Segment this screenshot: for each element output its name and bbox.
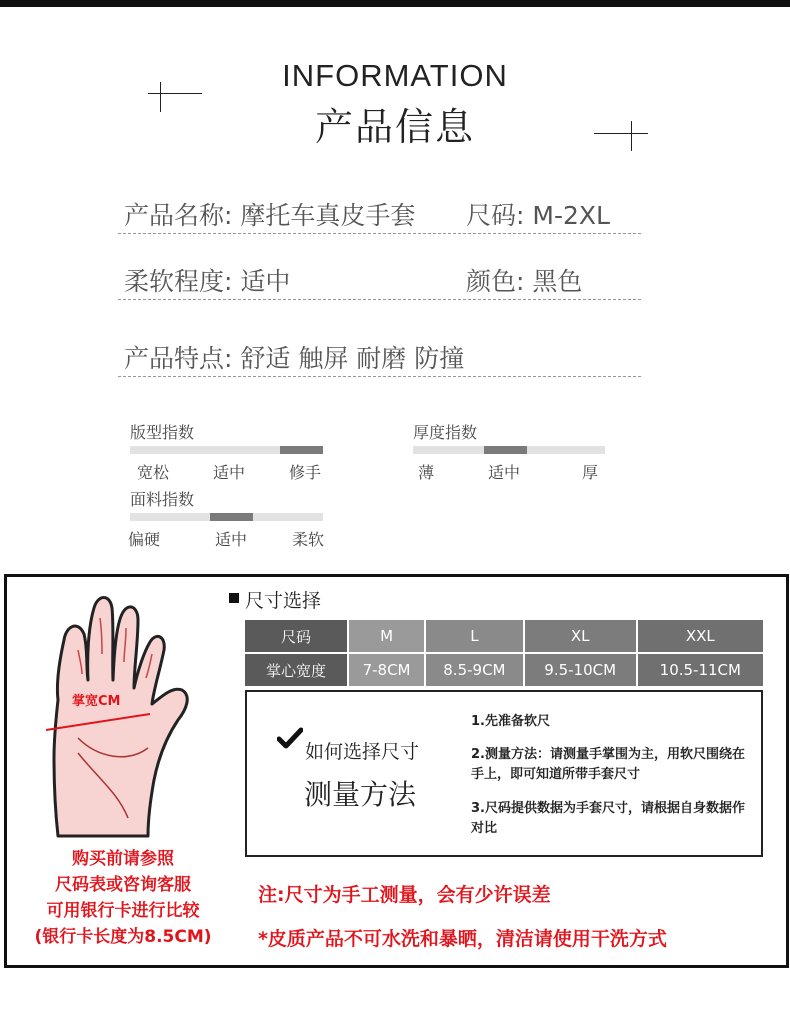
fabric-option-3: 柔软 (292, 530, 325, 549)
palm-width-label: 掌宽CM (72, 694, 121, 709)
thickness-index-label: 厚度指数 (413, 423, 478, 442)
fit-index-label: 版型指数 (130, 423, 195, 442)
size-header-l: L (426, 620, 523, 652)
measure-title: 测量方法 (304, 778, 417, 811)
fabric-index-label: 面料指数 (130, 490, 195, 509)
size-header-xxl: XXL (638, 620, 763, 652)
fit-index-marker (280, 446, 323, 454)
divider-3 (118, 376, 641, 377)
fit-option-3: 修手 (289, 463, 322, 482)
fit-option-1: 宽松 (137, 463, 170, 482)
notice-left-3: 可用银行卡进行比较 (46, 901, 200, 921)
title-english: INFORMATION (282, 58, 508, 93)
measure-step-2: 2.测量方法：请测量手掌围为主，用软尺围绕在手上，即可知道所带手套尺寸 (471, 747, 745, 782)
fabric-option-2: 适中 (215, 530, 248, 549)
fabric-option-1: 偏硬 (128, 530, 161, 549)
divider-2 (118, 299, 641, 300)
thickness-index-marker (484, 446, 527, 454)
fabric-index-marker (210, 513, 253, 521)
notice-left-2: 尺码表或咨询客服 (55, 875, 191, 895)
thickness-option-1: 薄 (418, 463, 435, 482)
notice-left-4: (银行卡长度为8.5CM) (34, 927, 212, 947)
measure-step-1: 1.先准备软尺 (471, 714, 550, 729)
size-row-xxl: 10.5-11CM (638, 654, 763, 686)
size-header-m: M (349, 620, 424, 652)
product-name: 产品名称: 摩托车真皮手套 (124, 201, 416, 230)
hand-icon (38, 588, 198, 838)
measure-prompt: 如何选择尺寸 (305, 741, 420, 763)
size-header-label: 尺码 (245, 620, 347, 652)
thickness-option-2: 适中 (488, 463, 521, 482)
product-softness: 柔软程度: 适中 (124, 267, 291, 296)
size-title: 尺寸选择 (245, 590, 322, 612)
title-chinese: 产品信息 (314, 105, 475, 149)
checkmark-icon (277, 727, 303, 749)
notice-right-1: 注:尺寸为手工测量，会有少许误差 (258, 884, 551, 906)
top-bar (0, 0, 790, 7)
divider-1 (118, 233, 641, 234)
product-features: 产品特点: 舒适 触屏 耐磨 防撞 (124, 344, 465, 373)
notice-left-1: 购买前请参照 (72, 849, 174, 869)
notice-right-2: *皮质产品不可水洗和暴晒，清洁请使用干洗方式 (258, 928, 667, 950)
size-table-header-row (245, 620, 763, 652)
size-table (243, 618, 765, 688)
measure-step-3: 3.尺码提供数据为手套尺寸，请根据自身数据作对比 (471, 801, 745, 836)
product-size: 尺码: M-2XL (466, 201, 610, 230)
size-table-row (245, 654, 763, 686)
size-row-l: 8.5-9CM (426, 654, 523, 686)
size-row-xl: 9.5-10CM (525, 654, 636, 686)
size-row-m: 7-8CM (349, 654, 424, 686)
size-title-bullet (229, 593, 239, 603)
fit-option-2: 适中 (213, 463, 246, 482)
product-color: 颜色: 黑色 (466, 267, 583, 296)
thickness-option-3: 厚 (582, 463, 599, 482)
size-header-xl: XL (525, 620, 636, 652)
size-row-label: 掌心宽度 (245, 654, 347, 686)
